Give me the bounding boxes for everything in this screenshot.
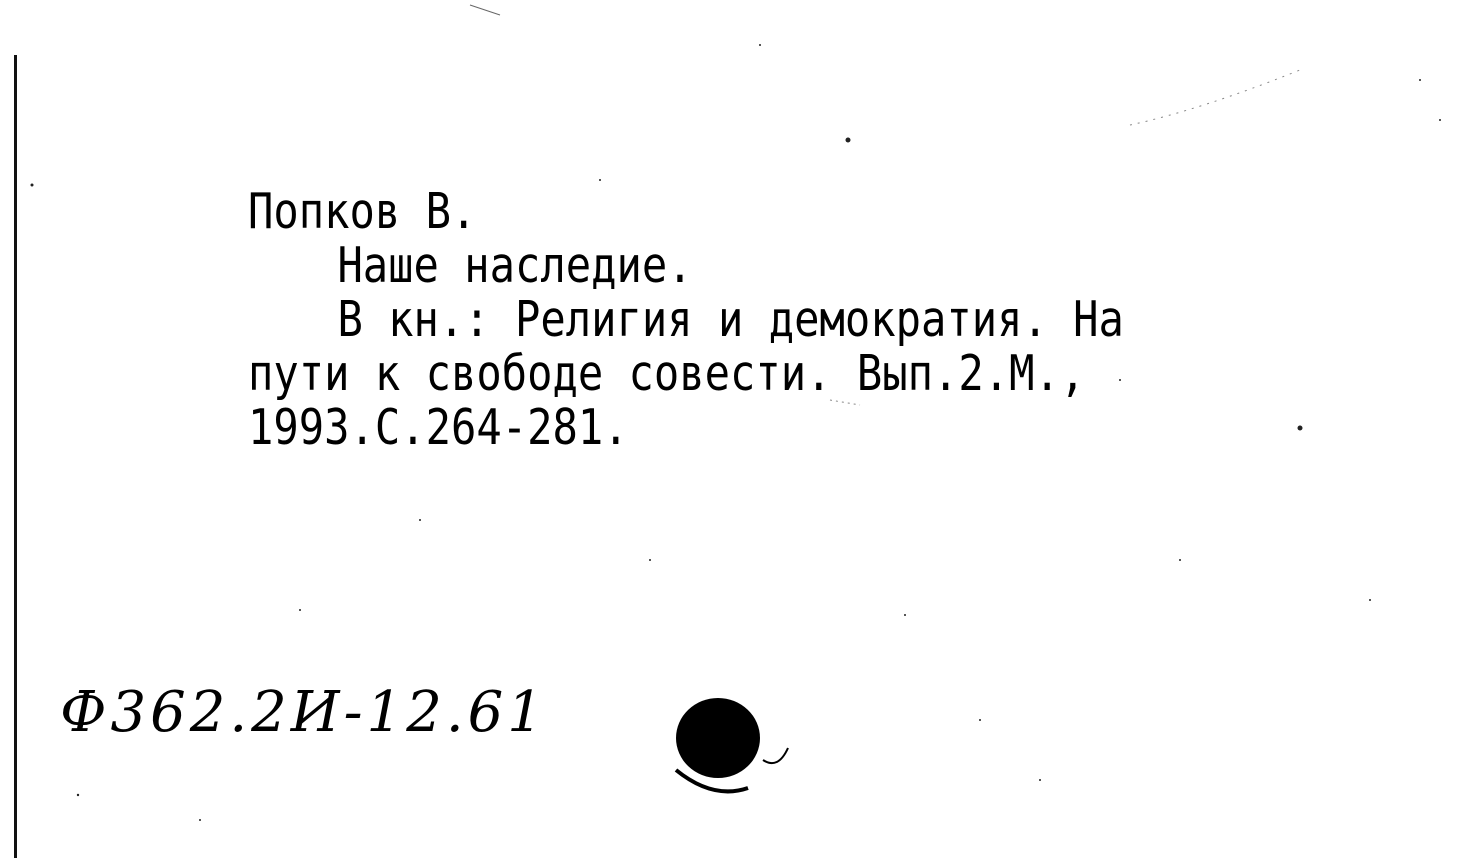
title-line: Наше наследие. bbox=[337, 237, 693, 294]
bibliographic-entry bbox=[248, 185, 1211, 455]
handwritten-shelfmark: Ф362.2И-12.61 bbox=[60, 680, 547, 745]
author-line: Попков В. bbox=[248, 183, 477, 240]
punch-hole-icon bbox=[668, 690, 798, 810]
source-line-1: В кн.: Религия и демократия. На bbox=[337, 291, 1124, 348]
source-line-2: пути к свободе совести. Вып.2.М., bbox=[248, 345, 1086, 402]
source-line-3: 1993.С.264-281. bbox=[248, 399, 629, 456]
